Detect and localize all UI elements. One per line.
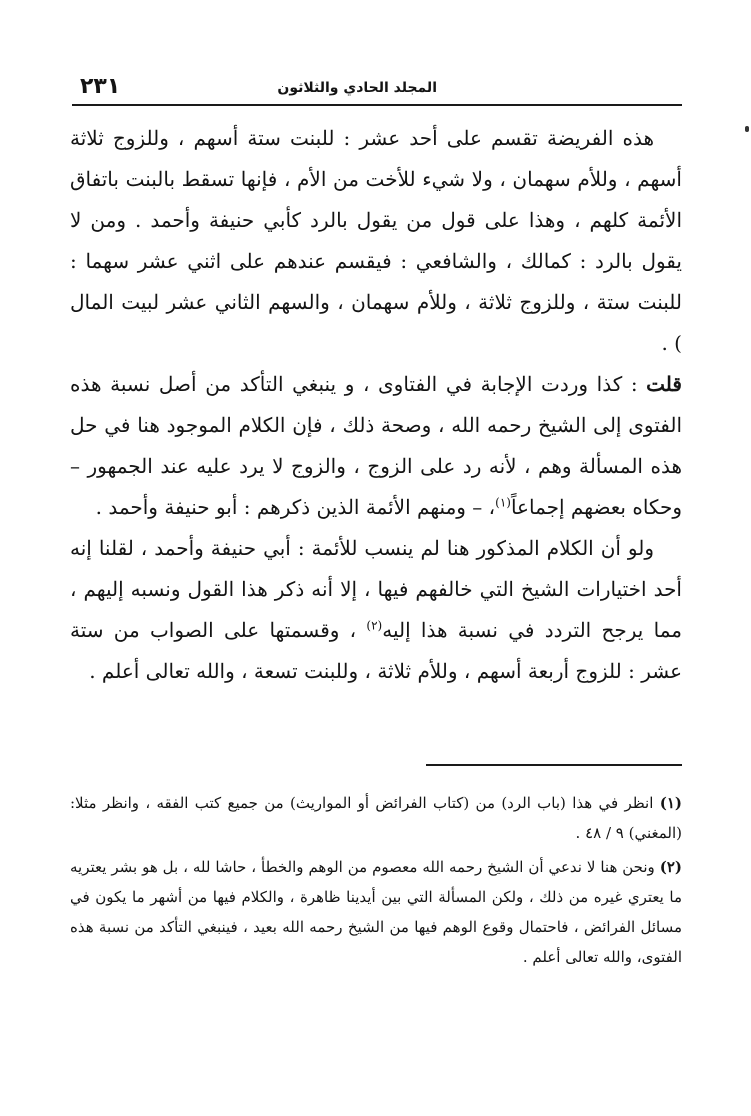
paragraph-conclusion [70, 528, 682, 692]
footnote-1-number: (١) [659, 794, 682, 812]
footnote-1 [70, 788, 682, 848]
paragraph-editor-note [70, 364, 682, 528]
footnote-separator [426, 764, 682, 766]
page-header [72, 70, 682, 106]
page-number: ٢٣١ [80, 74, 121, 99]
footnotes [70, 788, 682, 976]
margin-mark [745, 126, 749, 132]
paragraph-conclusion-text-b: ، وقسمتها على الصواب من ستة عشر : للزوج أربعة أسهم ، وللأم ثلاثة ، وللبنت تسعة ، والله تعالى أعلم . [70, 618, 682, 683]
paragraph-editor-note-text-b: ، – ومنهم الأئمة الذين ذكرهم : أبو حنيفة وأحمد . [95, 495, 496, 519]
paragraph-conclusion-text-a: ولو أن الكلام المذكور هنا لم ينسب للأئمة : أبي حنيفة وأحمد ، لقلنا إنه أحد اختيارات الشيخ التي خالفهم فيها ، إلا أنه ذكر هذا القول ونسبه إليهم ، مما يرجح التردد في نسبة هذا إليه [70, 536, 682, 642]
footnote-2 [70, 852, 682, 972]
footnote-1-text: انظر في هذا (باب الرد) من (كتاب الفرائض أو المواريث) من جميع كتب الفقه ، وانظر مثلا: (المغني) ٩ / ٤٨ . [70, 794, 682, 842]
footnote-ref-1[interactable]: (١) [495, 495, 511, 510]
footnote-2-number: (٢) [659, 858, 682, 876]
qultu-lead-word: قلت [646, 372, 682, 396]
footnote-2-text: ونحن هنا لا ندعي أن الشيخ رحمه الله معصوم من الوهم والخطأ ، حاشا لله ، بل هو بشر يعتريه ما يعتري غيره من ذلك ، ولكن المسألة التي بين أيدينا ظاهرة ، والكلام فيها من أشهر ما يكون في مسائل الفرائض ، فاحتمال وقوع الوهم فيها من الشيخ رحمه الله بعيد ، فينبغي التأكد من نسبة هذه الفتوى، والله تعالى أعلم . [70, 858, 682, 966]
paragraph-editor-note-text-a: : كذا وردت الإجابة في الفتاوى ، و ينبغي التأكد من أصل نسبة هذه الفتوى إلى الشيخ رحمه الله ، وصحة ذلك ، فإن الكلام الموجود هنا في حل هذه المسألة وهم ، لأنه رد على الزوج ، والزوج لا يرد عليه عند الجمهور – وحكاه بعضهم إجماعاً [70, 372, 682, 519]
footnote-ref-2[interactable]: (٢) [366, 618, 383, 633]
main-text [70, 118, 682, 692]
running-title: المجلد الحادي والثلاثون [277, 80, 437, 96]
paragraph-fatwa-answer: هذه الفريضة تقسم على أحد عشر : للبنت ستة أسهم ، وللزوج ثلاثة أسهم ، وللأم سهمان ، ولا شيء للأخت من الأم ، فإنها تسقط بالبنت باتفاق الأئمة كلهم ، وهذا على قول من يقول بالرد كأبي حنيفة وأحمد . ومن لا يقول بالرد : كمالك ، والشافعي : فيقسم عندهم على اثني عشر سهما : للبنت ستة ، وللزوج ثلاثة ، وللأم سهمان ، والسهم الثاني عشر لبيت المال ) . [70, 126, 682, 355]
